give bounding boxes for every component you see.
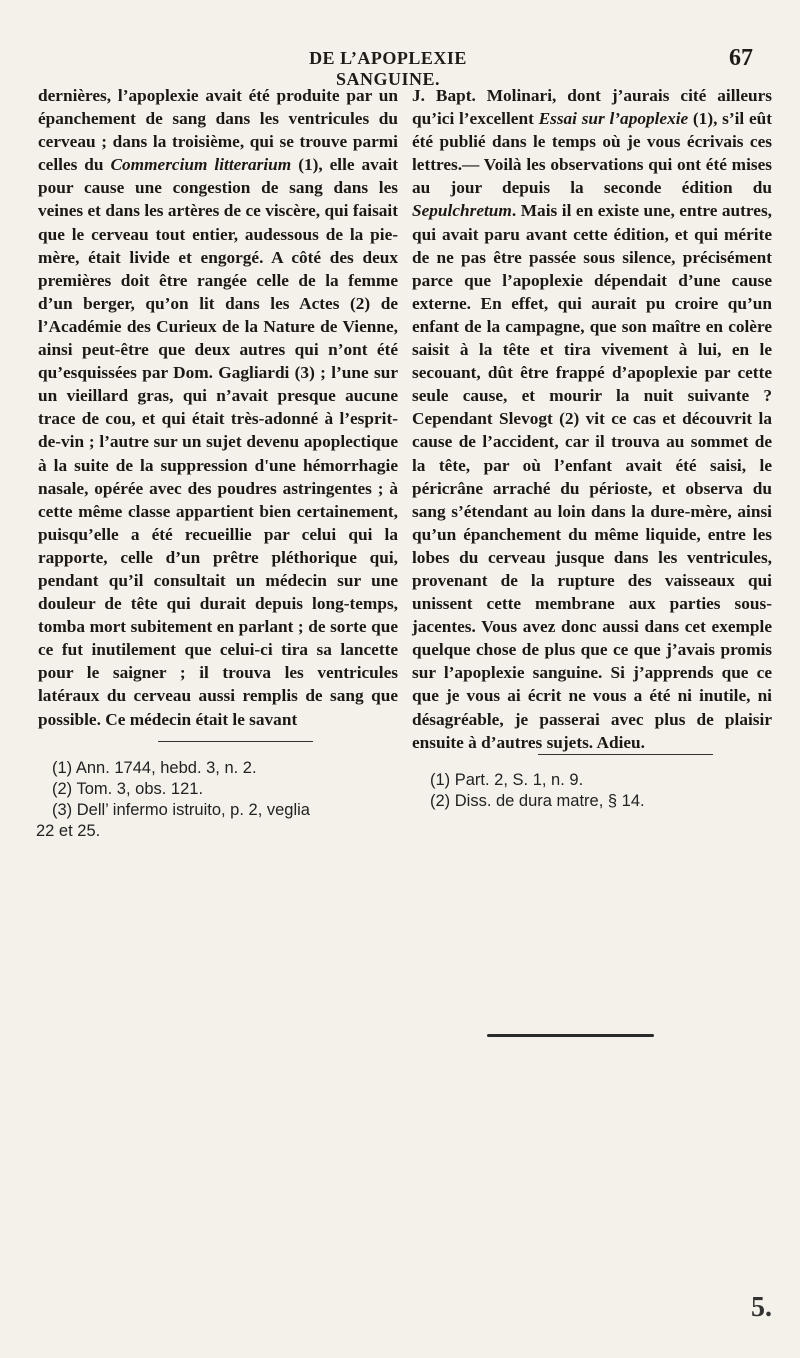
- italic-title: Essai sur l’apoplexie: [538, 109, 689, 129]
- decorative-rule: [487, 1034, 654, 1037]
- footnote-continuation: 22 et 25.: [36, 822, 101, 840]
- footnote: (3) Dell’ infermo istruito, p. 2, veglia: [52, 801, 310, 819]
- left-column: [38, 84, 398, 731]
- footnotes-right: [430, 770, 790, 812]
- text-run: J. Bapt. Molinari, dont j’aurais cité ailleurs qu’ici l’excellent: [412, 86, 772, 129]
- footnote-separator-left: [158, 741, 313, 742]
- footnote: (1) Part. 2, S. 1, n. 9.: [430, 771, 584, 789]
- left-column-paragraph: [38, 84, 398, 731]
- italic-title: Commercium litterarium: [110, 155, 292, 175]
- italic-title: Sepulchretum: [412, 201, 512, 221]
- right-column: [412, 84, 772, 754]
- running-title: DE L’APOPLEXIE SANGUINE.: [309, 48, 467, 89]
- right-column-paragraph: [412, 84, 772, 754]
- footnotes-left: [36, 758, 412, 842]
- page-header: [0, 45, 800, 89]
- footnote: (2) Diss. de dura matre, § 14.: [430, 792, 645, 810]
- signature-mark: 5.: [751, 1292, 772, 1323]
- text-run: (1), elle avait pour cause une congestion de sang dans les veines et dans les artères de ce viscère, qui faisait que le cerveau tout entier, audessous de la pie-mère, était livide et engorgé. A côté des deux premières doit être rangée celle de la femme d’un berger, qu’on lit dans les Actes (2) de l’Académie des Curieux de la Nature de Vienne, ainsi peut-être que deux autres qui n’ont été qu’esquissées par Dom. Gagliardi (3) ; l’une sur un vieillard gras, qui n’avait presque aucune trace de cou, et qui était très-adonné à l’esprit-de-vin ; l’autre sur un sujet devenu apoplectique à la suite de la suppression d'une hémorrhagie nasale, opérée avec des poudres astringentes ; à cette même classe appartient bien certainement, puisqu’elle a été recueillie par celui qui la rapporte, celle d’un prêtre pléthorique qui, pendant qu’il consultait un médecin sur une douleur de tête qui durait depuis long-temps, tomba mort subitement en parlant ; de sorte que ce fut inutilement que celui-ci tira sa lancette pour le saigner ; il trouva les ventricules latéraux du cerveau aussi remplis de sang que possible. Ce médecin était le savant: [38, 155, 398, 729]
- text-run: (1), s’il eût été publié dans le temps où je vous écrivais ces lettres.— Voilà les observations qui ont été mises au jour depuis la seconde édition du: [412, 109, 772, 198]
- footnote: (1) Ann. 1744, hebd. 3, n. 2.: [52, 759, 257, 777]
- text-run: dernières, l’apoplexie avait été produite par un épanchement de sang dans les ventricules du cerveau ; dans la troisième, qui se trouve parmi celles du: [38, 86, 398, 175]
- page-number: 67: [729, 45, 753, 71]
- footnote-separator-right: [538, 754, 713, 755]
- text-run: . Mais il en existe une, entre autres, qui avait paru avant cette édition, et qui mérite de ne pas être passée sous silence, précisément parce que l’apoplexie dépendait d’une cause externe. En effet, qui aurait pu croire qu’un enfant de la campagne, que son maître en colère saisit à la tête et tira vivement à lui, en le secouant, dût être frappé d’apoplexie par cette seule cause, et mourir la nuit suivante ? Cependant Slevogt (2) vit ce cas et découvrit la cause de l’accident, car il trouva au sommet de la tête, par où l’enfant avait été saisi, le péricrâne arraché du périoste, et observa du sang s’étendant au loin dans la dure-mère, ainsi qu’un épanchement du même liquide, entre les lobes du cerveau jusque dans les ventricules, provenant de la rupture des vaisseaux qui unissent cette membrane aux parties sous-jacentes. Vous avez donc aussi dans cet exemple quelque chose de plus que ce que j’avais promis sur l’apoplexie sanguine. Si j’apprends que ce que je vous ai écrit ne vous a été ni inutile, ni désagréable, je passerai avec plus de plaisir ensuite à d’autres sujets. Adieu.: [412, 201, 772, 752]
- footnote: (2) Tom. 3, obs. 121.: [52, 780, 204, 798]
